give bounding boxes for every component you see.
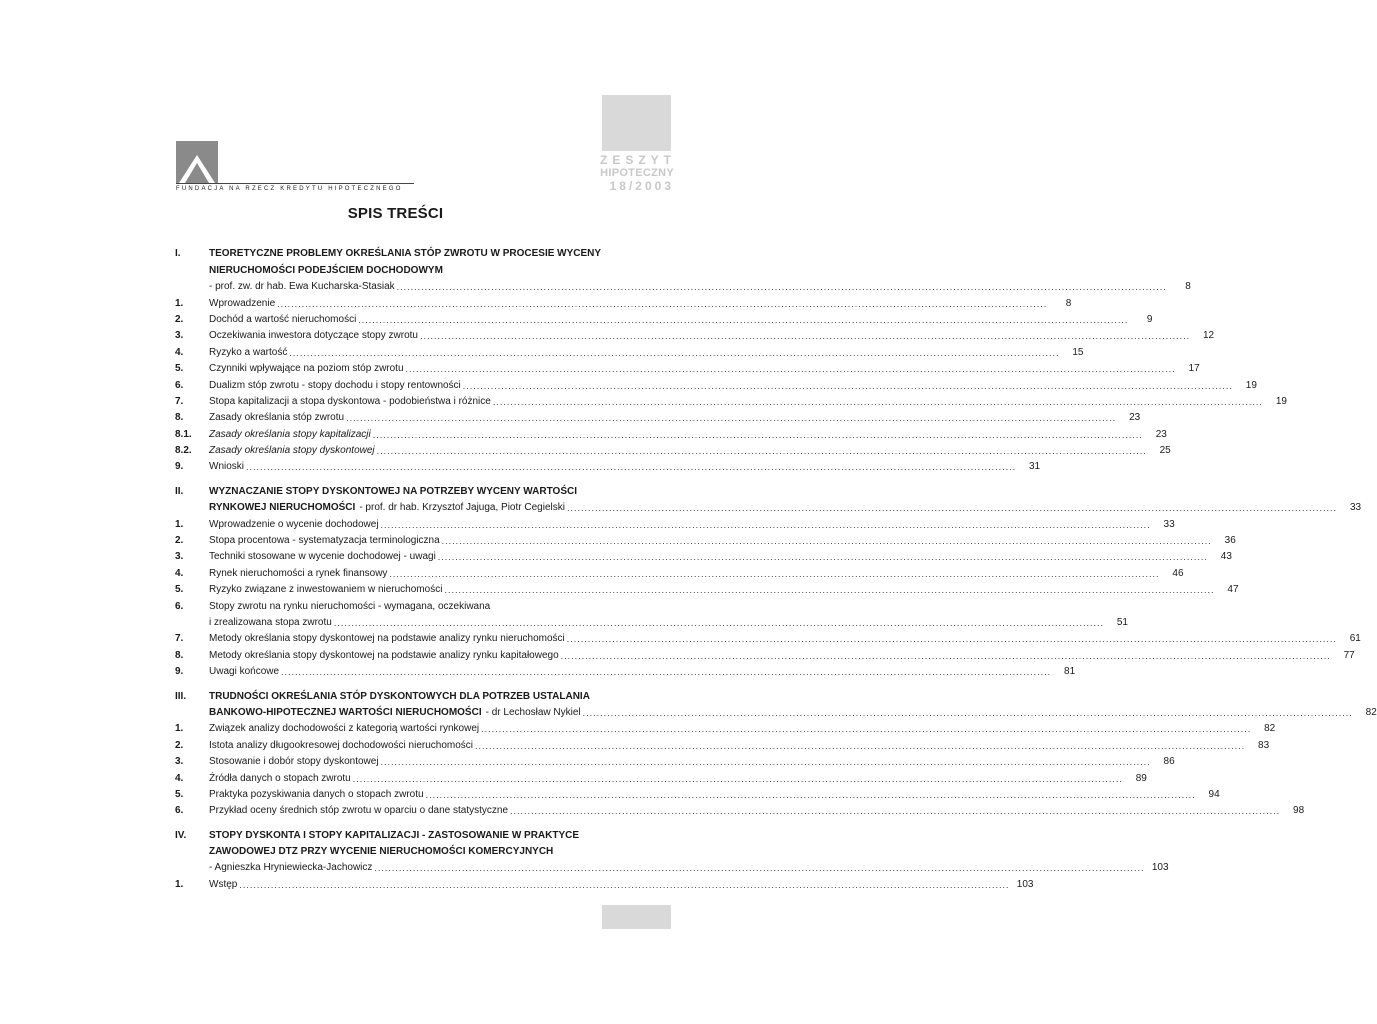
entry-text-wrap: [209, 666, 1051, 677]
dot-leader: ............................................................................................................................................................................................................................: [372, 429, 1143, 440]
section-author: - prof. zw. dr hab. Ewa Kucharska-Stasiak: [209, 281, 395, 293]
dot-leader: ............................................................................................................................................................................................................................: [444, 585, 1215, 596]
dot-leader: ............................................................................................................................................................................................................................: [396, 282, 1167, 293]
entry-title: Dochód a wartość nieruchomości: [209, 313, 357, 325]
toc-section: [175, 824, 1169, 890]
entry-number: 6.: [175, 805, 184, 817]
dot-leader: ............................................................................................................................................................................................................................: [346, 413, 1117, 424]
entry-text-wrap: [209, 707, 1353, 718]
toc-entry[interactable]: [175, 718, 1276, 735]
entry-number: 7.: [175, 633, 184, 645]
entry-page: 61: [1349, 633, 1361, 645]
entry-text-wrap: [209, 584, 1215, 595]
entry-text-wrap: [209, 789, 1196, 800]
toc-entry-cont[interactable]: [175, 612, 1128, 628]
entry-text-wrap: [209, 265, 567, 276]
entry-title: Czynniki wpływające na poziom stóp zwrotu: [209, 363, 404, 375]
entry-text-wrap: [209, 519, 1151, 530]
entry-title: Techniki stosowane w wycenie dochodowej - uwagi: [209, 551, 436, 563]
toc-section: [175, 243, 1287, 473]
page-title: SPIS TREŚCI: [347, 205, 444, 222]
section-author-row[interactable]: [175, 497, 1362, 514]
decor-gray-block-bottom: [602, 905, 671, 929]
brand-line-1: ZESZYT: [600, 153, 677, 167]
dot-leader: ............................................................................................................................................................................................................................: [389, 568, 1160, 579]
entry-title: Oczekiwania inwestora dotyczące stopy zwrotu: [209, 330, 418, 342]
entry-title: Zasady określania stóp zwrotu: [209, 412, 345, 424]
entry-text-wrap: [209, 429, 1143, 440]
entry-title: i zrealizowana stopa zwrotu: [209, 616, 332, 628]
entry-text-wrap: [209, 445, 1147, 456]
section-author-row[interactable]: [175, 702, 1377, 718]
entry-title: Przykład oceny średnich stóp zwrotu w oparciu o dane statystyczne: [209, 805, 509, 817]
entry-page: 103: [1016, 878, 1034, 890]
dot-leader: ............................................................................................................................................................................................................................: [437, 552, 1208, 563]
entry-number: 4.: [175, 772, 184, 784]
entry-title: Metody określania stopy dyskontowej na podstawie analizy rynku nieruchomości: [209, 633, 565, 645]
entry-title: Zasady określania stopy dyskontowej: [209, 445, 375, 457]
entry-text-wrap: [209, 330, 1190, 341]
entry-text-wrap: [209, 691, 590, 702]
entry-text-wrap: [209, 412, 1116, 423]
entry-title: Praktyka pozyskiwania danych o stopach zwrotu: [209, 788, 424, 800]
entry-title: Ryzyko a wartość: [209, 346, 288, 358]
dot-leader: ............................................................................................................................................................................................................................: [246, 462, 1017, 473]
section-heading: STOPY DYSKONTA I STOPY KAPITALIZACJI - ZASTOSOWANIE W PRAKTYCE: [209, 829, 580, 841]
entry-text-wrap: [209, 879, 1009, 890]
entry-number: 8.: [175, 412, 184, 424]
dot-leader: ............................................................................................................................................................................................................................: [582, 707, 1353, 718]
dot-leader: ............................................................................................................................................................................................................................: [376, 446, 1147, 457]
toc-entry[interactable]: [175, 440, 1171, 457]
toc-entry[interactable]: [175, 456, 1041, 473]
brand-line-3: 18/2003: [609, 179, 674, 193]
entry-title: Wnioski: [209, 461, 245, 473]
toc-entry[interactable]: [175, 325, 1215, 342]
dot-leader: ............................................................................................................................................................................................................................: [425, 789, 1196, 800]
entry-text-wrap: [209, 805, 1280, 816]
dot-leader: ............................................................................................................................................................................................................................: [380, 519, 1151, 530]
entry-text-wrap: [209, 396, 1263, 407]
entry-text-wrap: [209, 633, 1337, 644]
entry-text-wrap: [209, 314, 1128, 325]
section-heading: NIERUCHOMOŚCI PODEJŚCIEM DOCHODOWYM: [209, 264, 443, 276]
entry-number: 3.: [175, 756, 184, 768]
entry-title: Wprowadzenie: [209, 297, 276, 309]
section-heading-row[interactable]: [175, 243, 602, 260]
entry-page: 43: [1220, 551, 1232, 563]
toc-entry[interactable]: [175, 358, 1200, 375]
dot-leader: ............................................................................................................................................................................................................................: [566, 634, 1337, 645]
entry-page: 82: [1365, 706, 1377, 718]
toc-entry[interactable]: [175, 309, 1153, 325]
entry-text-wrap: [209, 281, 1167, 292]
dot-leader: ............................................................................................................................................................................................................................: [333, 617, 1104, 628]
section-author: - Agnieszka Hryniewiecka-Jachowicz: [209, 862, 373, 874]
entry-number: 7.: [175, 395, 184, 407]
toc-entry[interactable]: [175, 767, 1147, 784]
section-heading-row[interactable]: [175, 824, 591, 840]
entry-page: 17: [1188, 363, 1200, 375]
entry-text-wrap: [209, 380, 1233, 391]
entry-title: Stopa kapitalizacji a stopa dyskontowa - podobieństwa i różnice: [209, 395, 491, 407]
section-heading-row[interactable]: [175, 841, 591, 857]
toc-entry[interactable]: [175, 292, 1072, 309]
entry-text-wrap: [209, 846, 567, 857]
entry-page: 77: [1343, 649, 1355, 661]
entry-number: 5.: [175, 584, 184, 596]
entry-title: Istota analizy długookresowej dochodowości nieruchomości: [209, 739, 474, 751]
entry-text-wrap: [209, 756, 1151, 767]
entry-number: 2.: [175, 739, 184, 751]
entry-number: 8.: [175, 649, 184, 661]
toc-entry[interactable]: [175, 579, 1239, 596]
section-heading: ZAWODOWEJ DTZ PRZY WYCENIE NIERUCHOMOŚCI KOMERCYJNYCH: [209, 846, 554, 858]
entry-text-wrap: [209, 486, 577, 497]
entry-text-wrap: [209, 298, 1047, 309]
dot-leader: ............................................................................................................................................................................................................................: [419, 331, 1191, 342]
entry-title: Wstęp: [209, 878, 238, 890]
section-heading-row[interactable]: [175, 480, 591, 496]
entry-number: IV.: [175, 829, 187, 841]
toc-section: [175, 685, 1377, 817]
series-brand: [600, 153, 677, 193]
entry-number: 3.: [175, 551, 184, 563]
entry-page: 33: [1163, 518, 1175, 530]
dot-leader: ............................................................................................................................................................................................................................: [510, 806, 1281, 817]
dot-leader: ............................................................................................................................................................................................................................: [277, 298, 1048, 309]
entry-title: Źródła danych o stopach zwrotu: [209, 772, 351, 784]
toc-entry[interactable]: [175, 784, 1220, 800]
section-heading: WYZNACZANIE STOPY DYSKONTOWEJ NA POTRZEBY WYCENY WARTOŚCI: [209, 485, 578, 497]
toc-entry[interactable]: [175, 374, 1257, 391]
entry-text-wrap: [209, 830, 579, 841]
entry-text-wrap: [209, 617, 1104, 628]
section-author: - dr Lechosław Nykiel: [485, 706, 581, 718]
entry-page: 8: [1185, 281, 1191, 293]
foundation-logo-icon: [176, 141, 218, 183]
toc-entry[interactable]: [175, 734, 1270, 751]
toc-entry[interactable]: [175, 530, 1236, 547]
entry-title: Metody określania stopy dyskontowej na podstawie analizy rynku kapitałowego: [209, 649, 559, 661]
entry-title: Zasady określania stopy kapitalizacji: [209, 428, 371, 440]
dot-leader: ............................................................................................................................................................................................................................: [239, 879, 1010, 890]
toc-entry[interactable]: [175, 628, 1361, 645]
toc-entry[interactable]: [175, 513, 1175, 530]
entry-text-wrap: [209, 347, 1059, 358]
entry-page: 82: [1264, 723, 1276, 735]
entry-page: 23: [1129, 412, 1141, 424]
toc-entry[interactable]: [175, 661, 1076, 678]
entry-text-wrap: [209, 363, 1176, 374]
dot-leader: ............................................................................................................................................................................................................................: [441, 536, 1212, 547]
entry-title: Wprowadzenie o wycenie dochodowej: [209, 518, 379, 530]
dot-leader: ............................................................................................................................................................................................................................: [475, 740, 1246, 751]
entry-page: 36: [1224, 535, 1236, 547]
entry-page: 33: [1349, 502, 1362, 514]
toc-entry[interactable]: [175, 341, 1084, 358]
entry-number: 4.: [175, 346, 184, 358]
entry-page: 19: [1275, 395, 1287, 407]
toc-entry[interactable]: [175, 873, 1034, 890]
entry-number: 1.: [175, 878, 184, 890]
entry-page: 15: [1072, 346, 1084, 358]
section-heading: BANKOWO-HIPOTECZNEJ WARTOŚCI NIERUCHOMOŚCI: [209, 706, 482, 718]
entry-number: 8.1.: [175, 428, 192, 440]
entry-title: Związek analizy dochodowości z kategorią wartości rynkowej: [209, 723, 480, 735]
entry-number: 3.: [175, 330, 184, 342]
dot-leader: ............................................................................................................................................................................................................................: [289, 347, 1060, 358]
entry-page: 31: [1029, 461, 1041, 473]
entry-page: 8: [1065, 297, 1072, 309]
dot-leader: ............................................................................................................................................................................................................................: [492, 396, 1263, 407]
section-heading-row[interactable]: [175, 685, 591, 701]
dot-leader: ............................................................................................................................................................................................................................: [281, 667, 1052, 678]
entry-number: 2.: [175, 535, 184, 547]
entry-text-wrap: [209, 551, 1208, 562]
entry-text-wrap: [209, 535, 1212, 546]
entry-number: 5.: [175, 788, 184, 800]
entry-number: III.: [175, 690, 187, 702]
entry-title: Uwagi końcowe: [209, 666, 280, 678]
entry-page: 83: [1258, 739, 1270, 751]
toc-section: [175, 480, 1362, 678]
entry-title: Stosowanie i dobór stopy dyskontowej: [209, 756, 379, 768]
entry-page: 23: [1155, 428, 1167, 440]
entry-text-wrap: [209, 502, 1337, 513]
dot-leader: ............................................................................................................................................................................................................................: [380, 757, 1151, 768]
entry-page: 9: [1146, 313, 1153, 325]
entry-page: 12: [1202, 330, 1215, 342]
dot-leader: ............................................................................................................................................................................................................................: [405, 364, 1176, 375]
entry-page: 103: [1151, 862, 1169, 874]
entry-number: 9.: [175, 461, 184, 473]
toc-entry[interactable]: [175, 407, 1141, 424]
entry-number: 6.: [175, 379, 184, 391]
entry-number: II.: [175, 485, 184, 497]
section-heading: TRUDNOŚCI OKREŚLANIA STÓP DYSKONTOWYCH DLA POTRZEB USTALANIA: [209, 690, 590, 702]
section-author-row[interactable]: [175, 276, 1191, 293]
entry-page: 89: [1135, 772, 1147, 784]
logo-rule: [176, 183, 414, 184]
entry-text-wrap: [209, 723, 1251, 734]
toc-entry[interactable]: [175, 800, 1305, 817]
entry-page: 51: [1116, 616, 1128, 628]
toc-entry[interactable]: [175, 391, 1287, 407]
entry-number: 2.: [175, 313, 184, 325]
dot-leader: ............................................................................................................................................................................................................................: [358, 314, 1129, 325]
entry-page: 19: [1245, 379, 1257, 391]
entry-number: 5.: [175, 363, 184, 375]
dot-leader: ............................................................................................................................................................................................................................: [352, 773, 1123, 784]
dot-leader: ............................................................................................................................................................................................................................: [566, 503, 1338, 514]
dot-leader: ............................................................................................................................................................................................................................: [462, 380, 1233, 391]
entry-number: 1.: [175, 297, 184, 309]
entry-number: 9.: [175, 666, 184, 678]
brand-line-2: HIPOTECZNY: [600, 167, 674, 179]
toc-entry[interactable]: [175, 423, 1167, 440]
entry-text-wrap: [209, 650, 1331, 661]
section-author: - prof. dr hab. Krzysztof Jajuga, Piotr Cegielski: [359, 502, 565, 514]
entry-page: 94: [1208, 788, 1220, 800]
entry-text-wrap: [209, 601, 567, 612]
entry-title: Stopa procentowa - systematyzacja terminologiczna: [209, 535, 440, 547]
entry-page: 47: [1227, 584, 1239, 596]
entry-title: Ryzyko związane z inwestowaniem w nieruchomości: [209, 584, 443, 596]
toc-entry[interactable]: [175, 595, 591, 611]
toc-entry[interactable]: [175, 546, 1232, 563]
entry-number: 1.: [175, 723, 184, 735]
entry-title: Rynek nieruchomości a rynek finansowy: [209, 567, 388, 579]
entry-title: Dualizm stóp zwrotu - stopy dochodu i stopy rentowności: [209, 379, 461, 391]
section-heading: TEORETYCZNE PROBLEMY OKREŚLANIA STÓP ZWROTU W PROCESIE WYCENY: [209, 248, 602, 260]
entry-text-wrap: [209, 248, 601, 259]
entry-text-wrap: [209, 461, 1016, 472]
entry-page: 46: [1172, 567, 1184, 579]
entry-text-wrap: [209, 740, 1245, 751]
section-author-row[interactable]: [175, 857, 1169, 874]
entry-number: 8.2.: [175, 445, 192, 457]
entry-text-wrap: [209, 862, 1145, 873]
entry-number: 1.: [175, 518, 184, 530]
entry-text-wrap: [209, 568, 1160, 579]
logo-text: FUNDACJA NA RZECZ KREDYTU HIPOTECZNEGO: [176, 186, 403, 192]
toc-entry[interactable]: [175, 644, 1355, 661]
entry-page: 86: [1163, 756, 1175, 768]
dot-leader: ............................................................................................................................................................................................................................: [481, 724, 1252, 735]
section-heading-row[interactable]: [175, 259, 591, 275]
entry-number: I.: [175, 248, 181, 260]
dot-leader: ............................................................................................................................................................................................................................: [374, 863, 1145, 874]
section-heading: RYNKOWEJ NIERUCHOMOŚCI: [209, 502, 356, 514]
entry-number: 6.: [175, 600, 184, 612]
entry-title: Stopy zwrotu na rynku nieruchomości - wymagana, oczekiwana: [209, 600, 491, 612]
toc-entry[interactable]: [175, 562, 1184, 579]
entry-page: 81: [1064, 666, 1076, 678]
entry-page: 25: [1159, 445, 1171, 457]
entry-number: 4.: [175, 567, 184, 579]
dot-leader: ............................................................................................................................................................................................................................: [560, 650, 1331, 661]
entry-text-wrap: [209, 773, 1123, 784]
toc-entry[interactable]: [175, 751, 1175, 768]
table-of-contents: [175, 243, 1377, 898]
decor-gray-block-top: [602, 95, 671, 151]
entry-page: 98: [1293, 805, 1305, 817]
